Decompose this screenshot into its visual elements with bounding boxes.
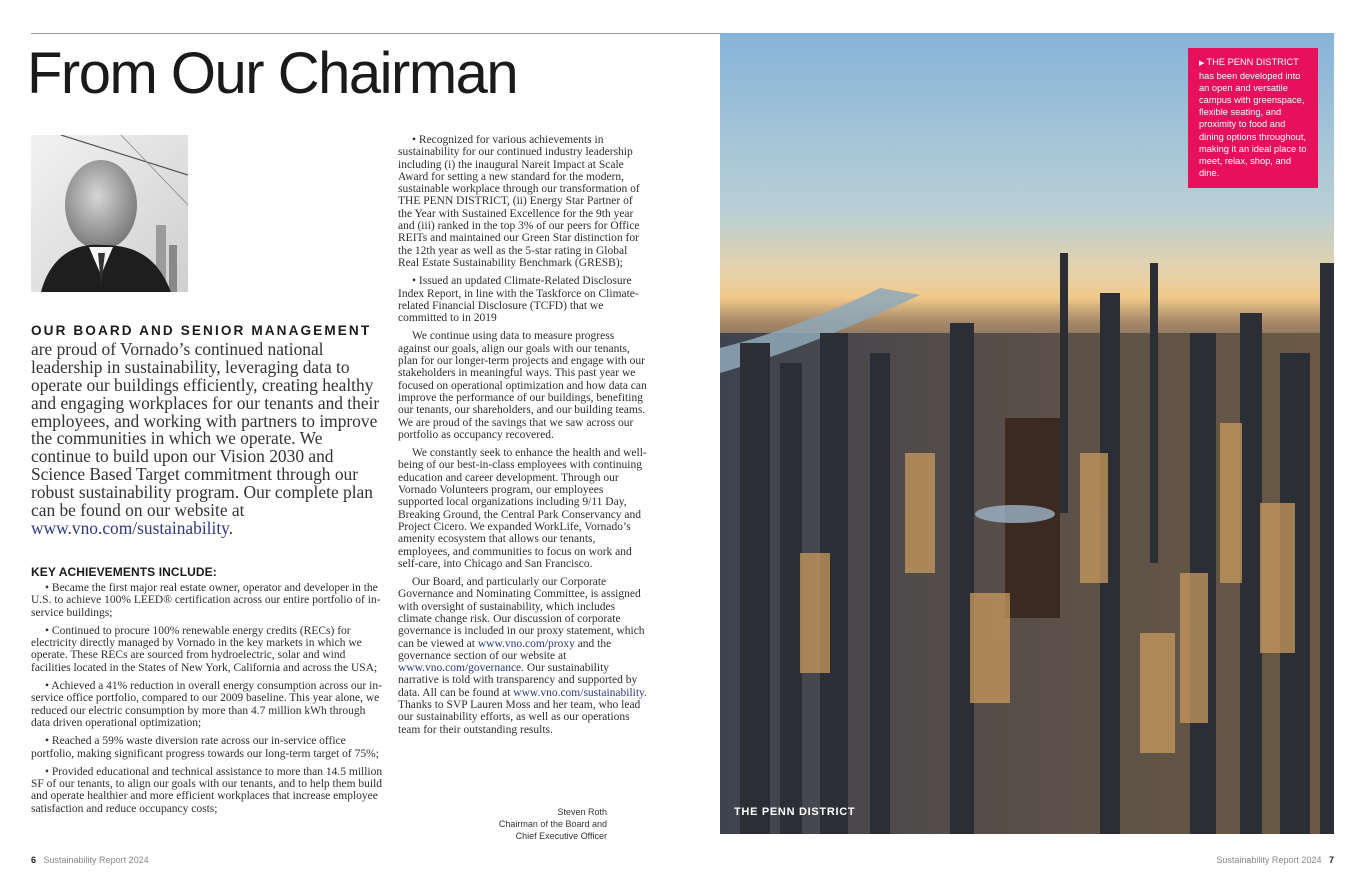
signature-name: Steven Roth — [557, 807, 607, 817]
callout-text: THE PENN DISTRICT has been developed into an open and versatile campus with greenspace, flexible seating, and proximity to food and dining options throughout, making it an ideal place to meet, relax, shop, and dine. — [1199, 57, 1307, 178]
portrait-photo — [31, 135, 188, 292]
achievements-heading: KEY ACHIEVEMENTS INCLUDE: — [31, 565, 217, 579]
body-paragraph: We constantly seek to enhance the health and well-being of our best-in-class employees with continuing education and career development. Through our Vornado Volunteers program, our employees supported local organizations including 9/11 Day, Breaking Ground, the Central Park Conservancy and Project Cicero. We expanded WorkLife, Vornado’s amenity ecosystem that allows our tenants, employees, and communities to focus on work and self-care, into Chicago and San Francisco. — [398, 447, 647, 570]
sustainability-link-2[interactable]: www.vno.com/sustainability — [513, 686, 645, 699]
penn-district-callout — [1188, 48, 1318, 188]
intro-text: are proud of Vornado’s continued national leadership in sustainability, leveraging data to operate our buildings efficiently, creating healthy and engaging workplaces for our tenants and their employees, and working with partners to improve the communities in which we operate. We continue to build upon our Vision 2030 and Science Based Target commitment through our robust sustainability program. Our complete plan can be found on our website at — [31, 338, 380, 521]
footer-right — [1216, 855, 1334, 865]
governance-text-b: and the governance section of our website at — [398, 637, 612, 662]
footer-label-right: Sustainability Report 2024 — [1216, 855, 1322, 865]
signature-block — [470, 806, 607, 842]
achievement-item: • Issued an updated Climate-Related Disclosure Index Report, in line with the Taskforce on Climate-related Financial Disclosure (TCFD) that we committed to in 2019 — [398, 275, 639, 325]
play-arrow-icon: ▶ — [1199, 60, 1205, 67]
achievement-item: • Reached a 59% waste diversion rate across our in-service office portfolio, making significant progress towards our long-term target of 75%; — [31, 735, 379, 760]
proxy-link[interactable]: www.vno.com/proxy — [477, 637, 575, 650]
achievements-list — [31, 582, 383, 821]
footer-left — [31, 855, 149, 865]
governance-link[interactable]: www.vno.com/governance — [398, 662, 522, 675]
sustainability-link[interactable]: www.vno.com/sustainability — [31, 517, 229, 538]
achievement-item: • Became the first major real estate owner, operator and developer in the U.S. to achieve 100% LEED® certification across our entire portfolio of in-service buildings; — [31, 582, 381, 619]
achievement-item: • Recognized for various achievements in sustainability for our continued industry leadership including (i) the inaugural Nareit Impact at Scale Award for setting a new standard for the modern, sustainable workplace through our transformation of THE PENN DISTRICT, (ii) Energy Star Partner of the Year with Sustained Excellence for the 9th year and (iii) ranked in the top 3% of our peers for Office REITs and maintained our Green Star distinction for the 12th year as well as the 5-star rating in Global Real Estate Sustainability Benchmark (GRESB); — [398, 134, 640, 269]
achievement-item: • Continued to procure 100% renewable energy credits (RECs) for electricity directly managed by Vornado in the key markets in which we operate. These RECs are sourced from hydroelectric, solar and wind facilities located in the States of New York, California and across the USA; — [31, 624, 378, 674]
governance-text-c: . Our sustainability narrative is told with transparency and supported by data. All can be found at — [398, 662, 638, 699]
footer-label-left: Sustainability Report 2024 — [43, 855, 149, 865]
intro-tail: . — [228, 517, 234, 538]
page-number-left: 6 — [31, 855, 37, 865]
intro-lead: OUR BOARD AND SENIOR MANAGEMENT — [31, 323, 372, 338]
signature-title-2: Chief Executive Officer — [515, 831, 607, 841]
governance-text-d: . Thanks to SVP Lauren Moss and her team, who lead our sustainability efforts, as well as our operations team for their outstanding results. — [398, 686, 647, 736]
governance-paragraph — [398, 576, 648, 736]
photo-caption: THE PENN DISTRICT — [734, 806, 856, 818]
page-title: From Our Chairman — [27, 41, 518, 106]
achievement-item: • Achieved a 41% reduction in overall energy consumption across our in-service office portfolio, compared to our 2009 baseline. This year alone, we reduced our electric consumption by more than 4.7 million kWh through data driven operational optimization; — [31, 680, 382, 729]
body-paragraph: We continue using data to measure progress against our goals, align our goals with our tenants, plan for our longer-term projects and engage with our stakeholders in meaningful ways. This past year we focused on operational optimization and how data can improve the performance of our buildings, benefiting our tenants, our shareholders, and our building teams. We are proud of the savings that we saw across our portfolio as occupancy recovered. — [398, 330, 647, 441]
signature-title-1: Chairman of the Board and — [498, 819, 607, 829]
achievement-item: • Provided educational and technical assistance to more than 14.5 million SF of our tenants, to align our goals with our tenants, and to help them build and operate healthier and more efficient workplaces that increase employee satisfaction and reduce occupancy costs; — [31, 765, 383, 815]
intro-paragraph — [31, 322, 386, 538]
top-rule — [31, 33, 720, 34]
column-two — [398, 134, 648, 742]
governance-text-a: Our Board, and particularly our Corporate Governance and Nominating Committee, is assigned with oversight of sustainability, which includes climate change risk. Our discussion of corporate governance is included in our proxy statement, which can be viewed at — [398, 576, 645, 650]
page-number-right: 7 — [1328, 855, 1334, 865]
